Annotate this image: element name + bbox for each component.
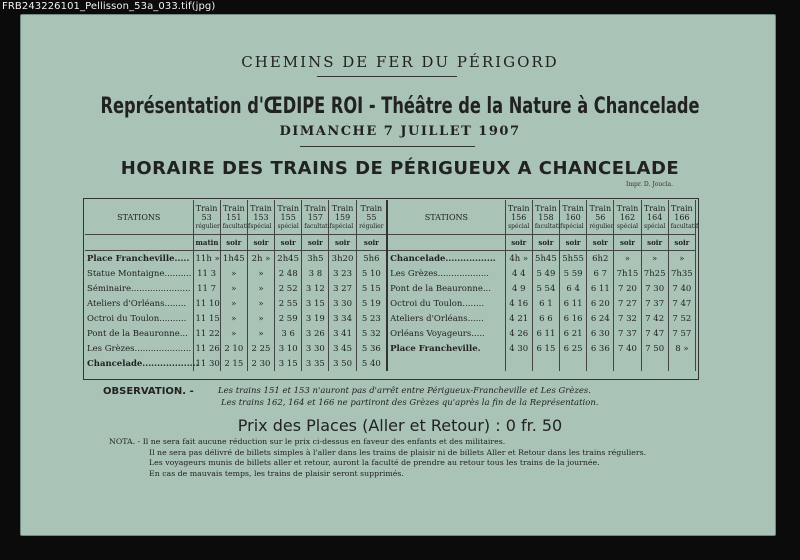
- train-header: [505, 200, 532, 235]
- time-cell: 7 52: [668, 311, 695, 326]
- station-name: Place Francheville.....: [85, 251, 193, 267]
- time-cell: 3 30: [302, 341, 329, 356]
- time-cell: 11 10: [193, 296, 220, 311]
- time-cell: »: [220, 281, 247, 296]
- time-cell: 7 20: [614, 281, 641, 296]
- train-header-line: spécial: [331, 222, 354, 230]
- station-name: Chancelade...................: [85, 356, 193, 371]
- table-row: [85, 356, 696, 371]
- train-header-line: Train: [222, 203, 245, 213]
- train-header-line: Train: [643, 203, 666, 213]
- train-header-line: 156: [511, 212, 527, 222]
- time-cell: 2h45: [275, 251, 302, 267]
- period-cell: soir: [587, 235, 614, 251]
- time-cell: 6 1: [532, 296, 559, 311]
- time-cell: 6 25: [560, 341, 587, 356]
- observation-line-1: Les trains 151 et 153 n'auront pas d'arrêt entre Périgueux-Francheville et Les Grèzes.: [218, 386, 591, 396]
- time-cell: 5 59: [560, 266, 587, 281]
- time-cell: 7 47: [668, 296, 695, 311]
- train-header-line: Train: [616, 203, 639, 213]
- station-name: Statue Montaigne..........: [85, 266, 193, 281]
- time-cell: 5 15: [356, 281, 387, 296]
- time-cell: 3h5: [302, 251, 329, 267]
- period-cell: soir: [275, 235, 302, 251]
- time-cell: [587, 356, 614, 371]
- period-cell: soir: [329, 235, 356, 251]
- time-cell: 5 19: [356, 296, 387, 311]
- train-header: [668, 200, 699, 235]
- time-cell: 5 23: [356, 311, 387, 326]
- station-name: Pont de la Beauronne...: [387, 281, 505, 296]
- time-cell: 2 48: [275, 266, 302, 281]
- table-row: [85, 296, 696, 311]
- time-cell: 3 34: [329, 311, 356, 326]
- table-row: [85, 266, 696, 281]
- time-cell: »: [220, 266, 247, 281]
- time-cell: 7 37: [614, 326, 641, 341]
- observation-line-2: Les trains 162, 164 et 166 ne partiront des Grèzes qu'après la fin de la Représentation.: [221, 398, 599, 408]
- table-row: [85, 341, 696, 356]
- time-cell: 6 4: [560, 281, 587, 296]
- time-cell: 5h6: [356, 251, 387, 267]
- train-header-line: spécial: [508, 222, 530, 230]
- divider: [317, 76, 457, 77]
- nota-line: Les voyageurs munis de billets aller et retour, auront la faculté de prendre au retour tous les trains de la journée.: [149, 458, 600, 467]
- time-cell: 4 26: [505, 326, 532, 341]
- train-header-line: Train: [562, 203, 584, 213]
- nota-line: Il ne sera pas délivré de billets simples à l'aller dans les trains de plaisir ni de billets Aller et Retour dans les trains réguliers.: [149, 447, 647, 457]
- period-cell: soir: [668, 235, 695, 251]
- train-header-line: facultatif: [670, 222, 699, 230]
- time-cell: 2 52: [275, 281, 302, 296]
- ticket-price: Prix des Places (Aller et Retour) : 0 fr. 50: [237, 416, 563, 435]
- time-cell: 4 16: [505, 296, 532, 311]
- station-name: Octroi du Toulon........: [387, 296, 505, 311]
- train-header: [193, 200, 220, 235]
- time-cell: 7 57: [668, 326, 695, 341]
- printer-credit: Impr. D. Joucla.: [626, 181, 673, 188]
- train-header-line: 160: [565, 212, 581, 222]
- time-cell: 11 26: [193, 341, 220, 356]
- time-cell: 11 7: [193, 281, 220, 296]
- time-cell: 6 21: [560, 326, 587, 341]
- station-name: Ateliers d'Orléans........: [85, 296, 193, 311]
- train-header-line: 162: [619, 212, 636, 222]
- table-header-row: [85, 200, 696, 235]
- train-header-line: spécial: [277, 222, 299, 230]
- time-cell: 2 30: [247, 356, 274, 371]
- train-header-line: Train: [671, 203, 693, 213]
- nota-line: NOTA. - Il ne sera fait aucune réduction sur le prix ci-dessus en faveur des enfants et des militaires.: [109, 437, 506, 446]
- time-cell: 3 19: [302, 311, 329, 326]
- station-name: Place Francheville.: [387, 341, 505, 356]
- observation-label: OBSERVATION. -: [103, 386, 194, 397]
- time-cell: 11 30: [193, 356, 220, 371]
- event-date: DIMANCHE 7 JUILLET 1907: [279, 124, 521, 139]
- time-cell: 6 30: [587, 326, 614, 341]
- period-cell: soir: [302, 235, 329, 251]
- time-cell: 7h35: [668, 266, 695, 281]
- train-header: [641, 200, 668, 235]
- time-cell: 4h »: [505, 251, 532, 267]
- train-header: [329, 200, 356, 235]
- time-cell: 6 20: [587, 296, 614, 311]
- time-cell: 6h2: [587, 251, 614, 267]
- train-header: [356, 200, 387, 235]
- time-cell: 7 42: [641, 311, 668, 326]
- train-header-line: Train: [250, 203, 272, 213]
- time-cell: 5 49: [532, 266, 559, 281]
- time-cell: 7 30: [641, 281, 668, 296]
- time-cell: 3 45: [329, 341, 356, 356]
- table-row: [85, 311, 696, 326]
- time-cell: 7 37: [641, 296, 668, 311]
- time-cell: »: [247, 296, 274, 311]
- time-cell: 4 9: [505, 281, 532, 296]
- station-name: Les Grèzes...................: [387, 266, 505, 281]
- station-name: Ateliers d'Orléans......: [387, 311, 505, 326]
- station-name: [387, 356, 505, 371]
- train-header-line: 166: [674, 212, 690, 222]
- train-header-line: facultatif: [222, 222, 251, 230]
- train-header-line: Train: [589, 203, 612, 213]
- time-cell: 5 54: [532, 281, 559, 296]
- schedule-title: HORAIRE DES TRAINS DE PÉRIGUEUX A CHANCELADE: [120, 158, 680, 179]
- time-cell: 11 22: [193, 326, 220, 341]
- time-cell: 7 40: [614, 341, 641, 356]
- time-cell: 7 50: [641, 341, 668, 356]
- period-cell: soir: [356, 235, 387, 251]
- train-header-line: Train: [507, 203, 530, 213]
- train-timetable: [85, 200, 699, 371]
- time-cell: »: [247, 281, 274, 296]
- time-cell: 3 10: [275, 341, 302, 356]
- nota-block: [109, 437, 646, 479]
- time-cell: 3 26: [302, 326, 329, 341]
- period-cell: soir: [532, 235, 559, 251]
- time-cell: 11 3: [193, 266, 220, 281]
- table-row: [85, 326, 696, 341]
- time-cell: 2 55: [275, 296, 302, 311]
- time-cell: 4 4: [505, 266, 532, 281]
- time-cell: 5 36: [356, 341, 387, 356]
- time-cell: 4 30: [505, 341, 532, 356]
- stations-header: STATIONS: [85, 200, 193, 235]
- train-header-line: 55: [366, 212, 377, 222]
- time-cell: 6 36: [587, 341, 614, 356]
- time-cell: »: [641, 251, 668, 267]
- time-cell: [505, 356, 532, 371]
- station-name: Chancelade.................: [387, 251, 505, 267]
- time-cell: 1h45: [220, 251, 247, 267]
- time-cell: 5 10: [356, 266, 387, 281]
- period-row: [85, 235, 696, 251]
- train-header: [275, 200, 302, 235]
- time-cell: 11 15: [193, 311, 220, 326]
- station-name: Orléans Voyageurs.....: [387, 326, 505, 341]
- period-cell: soir: [560, 235, 587, 251]
- train-header-line: spécial: [616, 222, 639, 230]
- time-cell: 3 35: [302, 356, 329, 371]
- time-cell: 8 »: [668, 341, 695, 356]
- time-cell: 6 7: [587, 266, 614, 281]
- train-header-line: spécial: [644, 222, 666, 230]
- time-cell: »: [247, 266, 274, 281]
- train-header: [247, 200, 274, 235]
- time-cell: 2 15: [220, 356, 247, 371]
- period-cell: soir: [614, 235, 641, 251]
- time-cell: 2h »: [247, 251, 274, 267]
- time-cell: »: [220, 311, 247, 326]
- time-cell: 2 10: [220, 341, 247, 356]
- time-cell: [532, 356, 559, 371]
- time-cell: 6 24: [587, 311, 614, 326]
- train-header-line: 164: [647, 212, 663, 222]
- period-cell: matin: [193, 235, 220, 251]
- time-cell: 6 16: [560, 311, 587, 326]
- time-cell: 3 41: [329, 326, 356, 341]
- time-cell: 3 27: [329, 281, 356, 296]
- period-cell: soir: [641, 235, 668, 251]
- time-cell: 7h15: [614, 266, 641, 281]
- train-header-line: régulier: [195, 222, 220, 230]
- time-cell: »: [247, 311, 274, 326]
- train-header-line: 157: [307, 212, 323, 222]
- train-header: [532, 200, 563, 235]
- time-cell: [560, 356, 587, 371]
- time-cell: 5 40: [356, 356, 387, 371]
- time-cell: 2 59: [275, 311, 302, 326]
- period-cell: soir: [220, 235, 247, 251]
- time-cell: 7 32: [614, 311, 641, 326]
- table-row: [85, 251, 696, 267]
- time-cell: 5h55: [560, 251, 587, 267]
- time-cell: [668, 356, 695, 371]
- train-header-line: régulier: [359, 222, 384, 230]
- period-cell: soir: [247, 235, 274, 251]
- time-cell: »: [220, 326, 247, 341]
- time-cell: »: [668, 251, 695, 267]
- train-header-line: 53: [201, 212, 212, 222]
- station-name: Les Grèzes.....................: [85, 341, 193, 356]
- train-header: [587, 200, 614, 235]
- time-cell: 3h20: [329, 251, 356, 267]
- train-header-line: Train: [535, 203, 557, 213]
- time-cell: 6 11: [560, 296, 587, 311]
- time-cell: 3 15: [275, 356, 302, 371]
- time-cell: 3 8: [302, 266, 329, 281]
- train-header-line: 159: [334, 212, 351, 222]
- train-header-line: spécial: [562, 222, 584, 230]
- time-cell: 7 40: [668, 281, 695, 296]
- time-cell: »: [247, 326, 274, 341]
- time-cell: 7 27: [614, 296, 641, 311]
- time-cell: 2 25: [247, 341, 274, 356]
- time-cell: 7 47: [641, 326, 668, 341]
- train-header: [220, 200, 251, 235]
- nota-line: En cas de mauvais temps, les trains de plaisir seront supprimés.: [149, 468, 404, 478]
- train-header-line: Train: [195, 203, 218, 213]
- period-blank: [387, 235, 505, 251]
- time-cell: 11h »: [193, 251, 220, 267]
- time-cell: [641, 356, 668, 371]
- time-cell: 6 6: [532, 311, 559, 326]
- time-cell: 3 15: [302, 296, 329, 311]
- train-header-line: 158: [538, 212, 554, 222]
- train-header-line: facultatif: [304, 222, 332, 230]
- train-header: [302, 200, 332, 235]
- period-blank: [85, 235, 193, 251]
- train-header-line: 153: [253, 212, 269, 222]
- train-header: [614, 200, 641, 235]
- table-row: [85, 281, 696, 296]
- company-heading: CHEMINS DE FER DU PÉRIGORD: [241, 53, 559, 71]
- train-header-line: Train: [360, 203, 383, 213]
- time-cell: 5 32: [356, 326, 387, 341]
- ornament-divider: [300, 146, 475, 147]
- time-cell: 3 30: [329, 296, 356, 311]
- event-title: Représentation d'ŒDIPE ROI - Théâtre de la Nature à Chancelade: [100, 94, 700, 119]
- train-header-line: facultatif: [534, 222, 563, 230]
- time-cell: 3 23: [329, 266, 356, 281]
- train-header-line: 155: [280, 212, 296, 222]
- time-cell: »: [220, 296, 247, 311]
- train-header-line: Train: [304, 203, 327, 213]
- train-header-line: 151: [226, 212, 242, 222]
- train-header-line: spécial: [250, 222, 272, 230]
- time-cell: 3 50: [329, 356, 356, 371]
- time-cell: 4 21: [505, 311, 532, 326]
- station-name: Pont de la Beauronne...: [85, 326, 193, 341]
- time-cell: 3 12: [302, 281, 329, 296]
- period-cell: soir: [505, 235, 532, 251]
- time-cell: 6 11: [532, 326, 559, 341]
- time-cell: 6 11: [587, 281, 614, 296]
- time-cell: 3 6: [275, 326, 302, 341]
- train-header-line: Train: [277, 203, 299, 213]
- time-cell: 7h25: [641, 266, 668, 281]
- train-header-line: 56: [595, 212, 606, 222]
- time-cell: 6 15: [532, 341, 559, 356]
- time-cell: »: [614, 251, 641, 267]
- train-header-line: régulier: [589, 222, 614, 230]
- train-header: [560, 200, 587, 235]
- file-name-label: FRB243226101_Pellisson_53a_033.tif(jpg): [2, 1, 216, 12]
- time-cell: 5h45: [532, 251, 559, 267]
- stations-header: STATIONS: [387, 200, 505, 235]
- time-cell: [614, 356, 641, 371]
- station-name: Séminaire......................: [85, 281, 193, 296]
- train-header-line: Train: [331, 203, 354, 213]
- station-name: Octroi du Toulon..........: [85, 311, 193, 326]
